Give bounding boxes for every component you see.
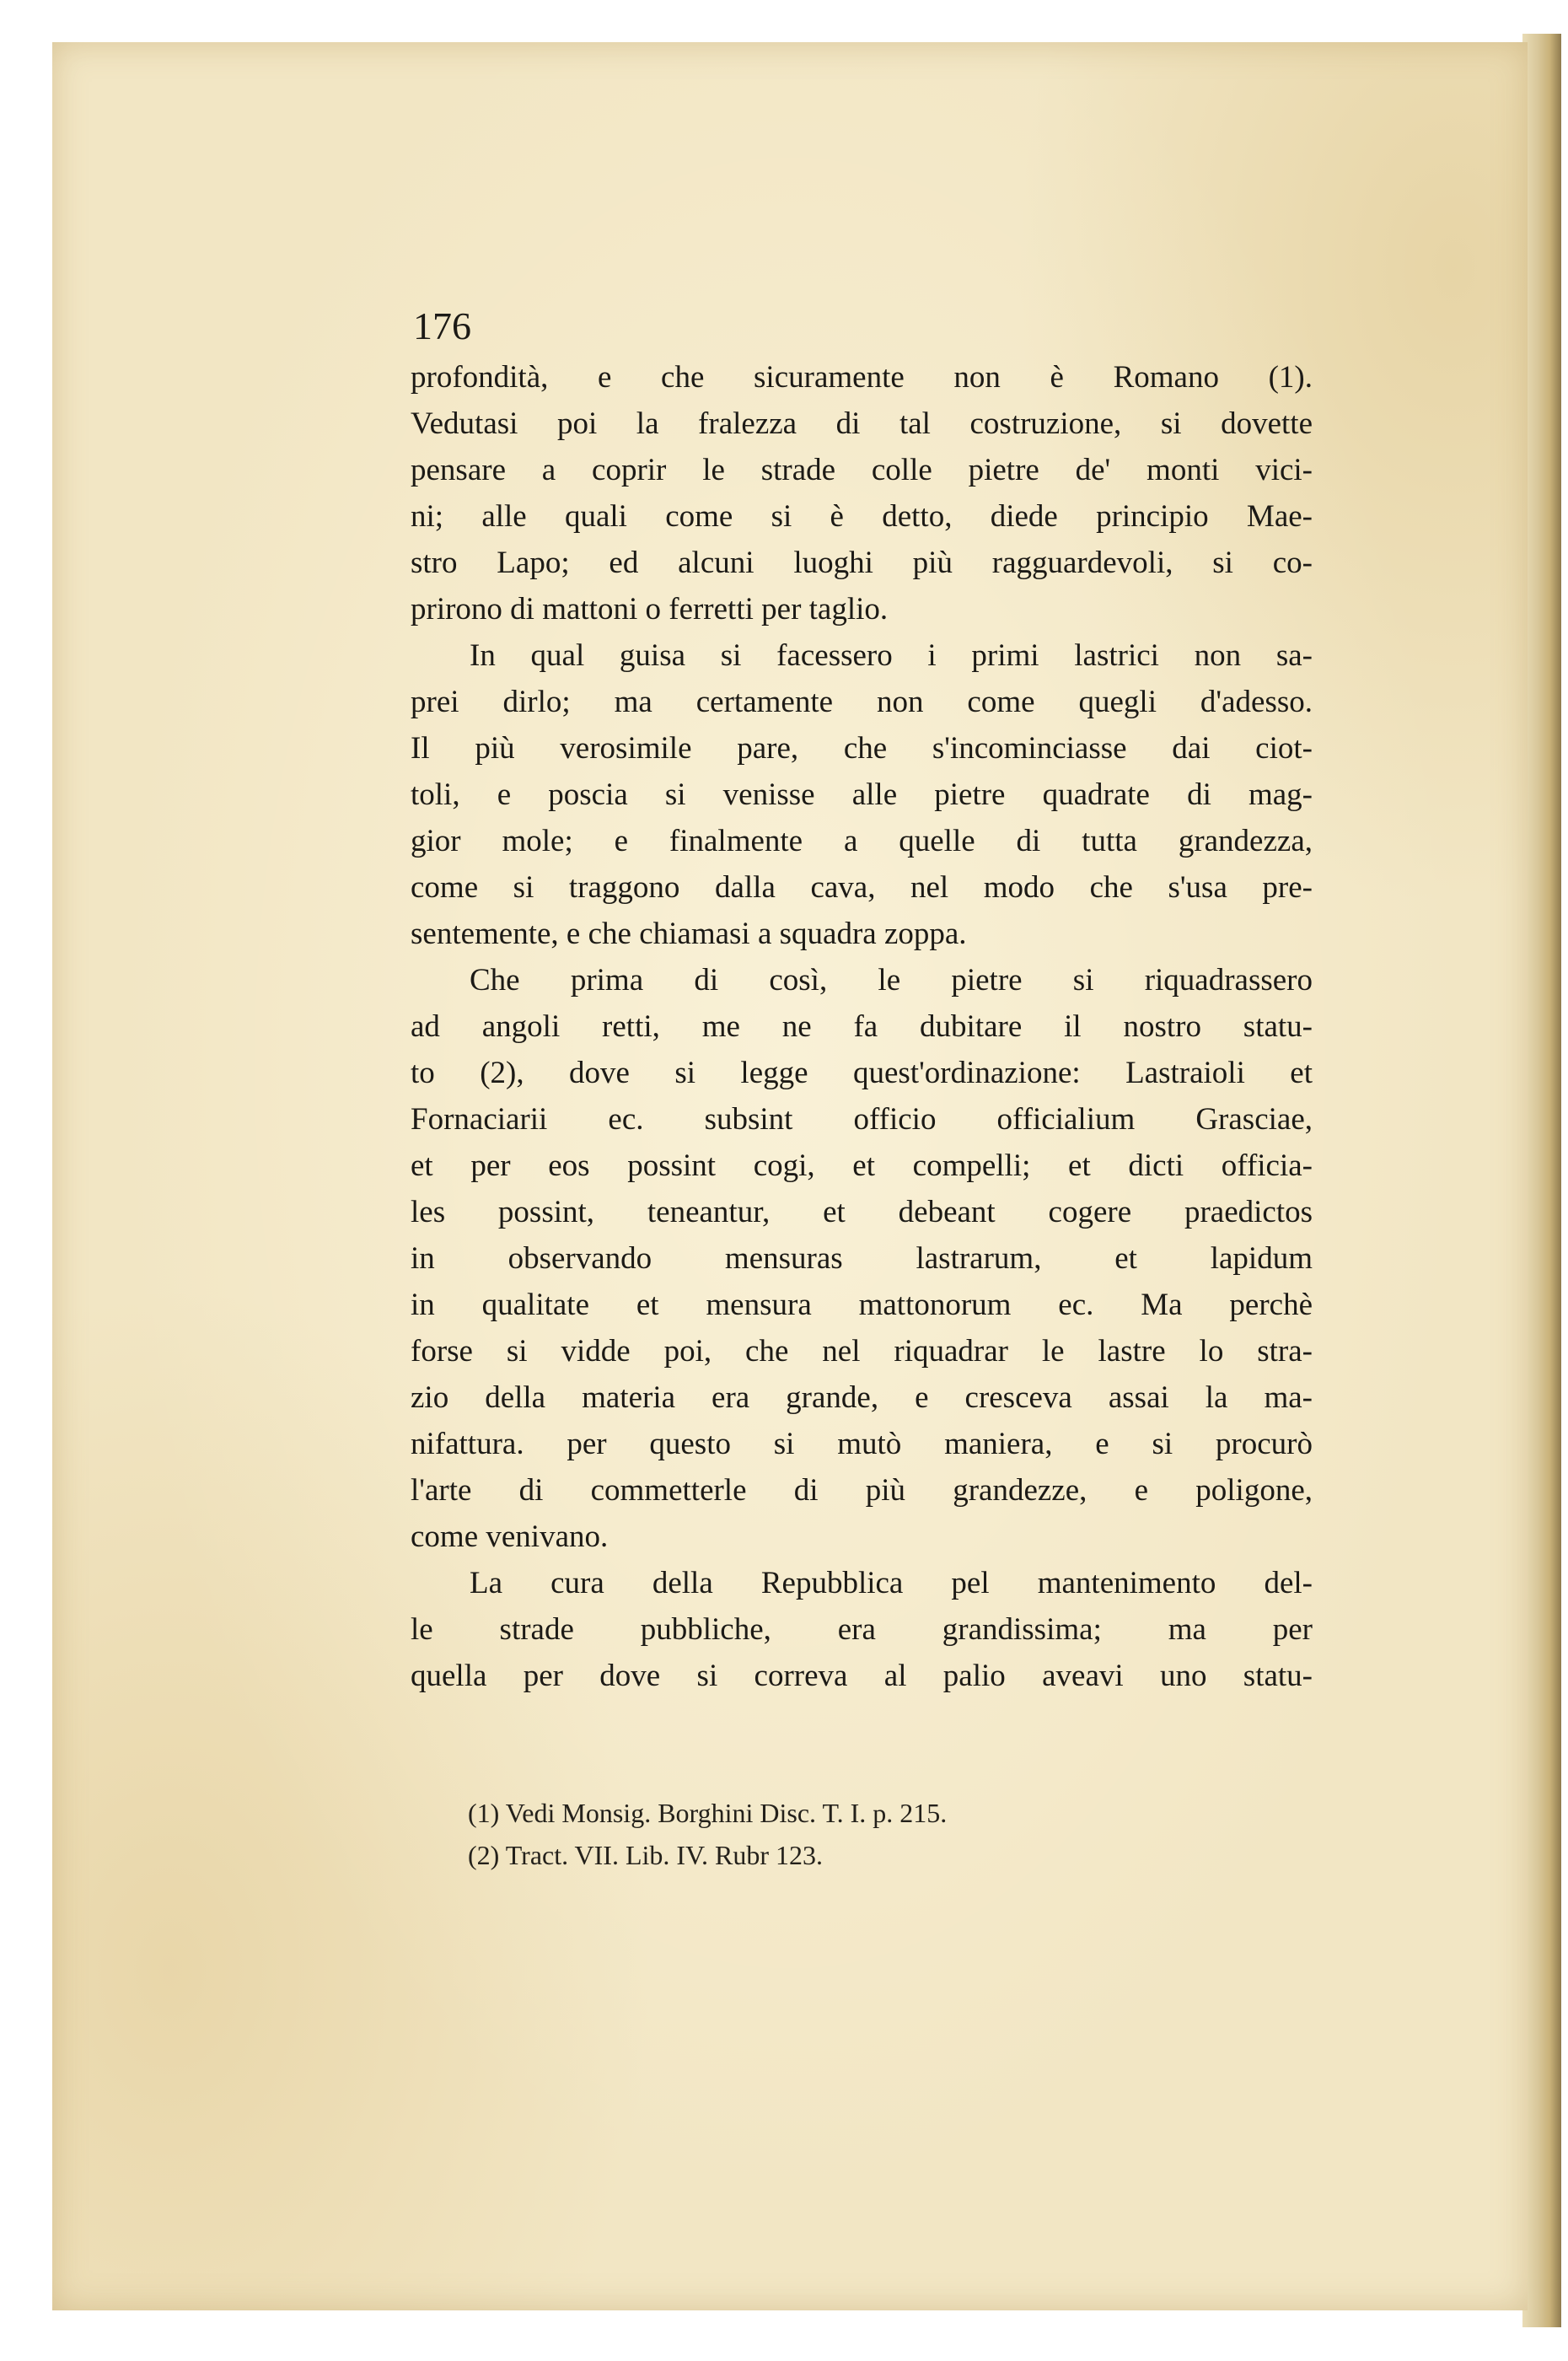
text-line: ad angoli retti, me ne fa dubitare il nostro statu- bbox=[411, 1009, 1313, 1044]
text-line: Vedutasi poi la fralezza di tal costruzione, si dovette bbox=[411, 406, 1313, 441]
text-line: come venivano. bbox=[411, 1519, 609, 1554]
paragraph-start-line: Che prima di così, le pietre si riquadrassero bbox=[470, 963, 1313, 998]
text-line: quella per dove si correva al palio aveavi uno statu- bbox=[411, 1659, 1313, 1693]
text-line: nifattura. per questo si mutò maniera, e si procurò bbox=[411, 1427, 1313, 1461]
text-line: forse si vidde poi, che nel riquadrar le lastre lo stra- bbox=[411, 1334, 1313, 1369]
text-line: l'arte di commetterle di più grandezze, e poligone, bbox=[411, 1473, 1313, 1508]
text-line: zio della materia era grande, e cresceva assai la ma- bbox=[411, 1380, 1313, 1415]
text-line: gior mole; e finalmente a quelle di tutta grandezza, bbox=[411, 824, 1313, 858]
text-line: come si traggono dalla cava, nel modo che s'usa pre- bbox=[411, 870, 1313, 905]
book-spine-edge bbox=[1522, 34, 1561, 2327]
text-line: stro Lapo; ed alcuni luoghi più ragguardevoli, si co- bbox=[411, 546, 1313, 580]
paragraph-start-line: La cura della Repubblica pel mantenimento del- bbox=[470, 1566, 1313, 1600]
text-line: et per eos possint cogi, et compelli; et dicti officia- bbox=[411, 1148, 1313, 1183]
footnote: (2) Tract. VII. Lib. IV. Rubr 123. bbox=[468, 1840, 824, 1870]
text-line: prirono di mattoni o ferretti per taglio. bbox=[411, 592, 889, 627]
text-line: toli, e poscia si venisse alle pietre quadrate di mag- bbox=[411, 777, 1313, 812]
footnote: (1) Vedi Monsig. Borghini Disc. T. I. p. 215. bbox=[468, 1798, 948, 1828]
body-text bbox=[411, 354, 1313, 1699]
text-line: les possint, teneantur, et debeant cogere praedictos bbox=[411, 1195, 1313, 1229]
text-line: le strade pubbliche, era grandissima; ma per bbox=[411, 1612, 1313, 1647]
text-line: pensare a coprir le strade colle pietre de' monti vici- bbox=[411, 453, 1313, 487]
text-line: in qualitate et mensura mattonorum ec. Ma perchè bbox=[411, 1288, 1313, 1322]
text-line: in observando mensuras lastrarum, et lapidum bbox=[411, 1241, 1313, 1276]
paragraph-start-line: In qual guisa si facessero i primi lastrici non sa- bbox=[470, 638, 1313, 673]
text-line: ni; alle quali come si è detto, diede principio Mae- bbox=[411, 499, 1313, 534]
text-line: profondità, e che sicuramente non è Romano (1). bbox=[411, 360, 1313, 395]
text-line: prei dirlo; ma certamente non come quegli d'adesso. bbox=[411, 685, 1313, 719]
text-line: Fornaciarii ec. subsint officio officialium Grasciae, bbox=[411, 1102, 1313, 1137]
text-line: to (2), dove si legge quest'ordinazione: Lastraioli et bbox=[411, 1056, 1313, 1090]
footnotes bbox=[468, 1792, 947, 1876]
text-line: sentemente, e che chiamasi a squadra zoppa. bbox=[411, 917, 967, 951]
text-line: Il più verosimile pare, che s'incominciasse dai ciot- bbox=[411, 731, 1313, 766]
page-number: 176 bbox=[413, 304, 471, 347]
